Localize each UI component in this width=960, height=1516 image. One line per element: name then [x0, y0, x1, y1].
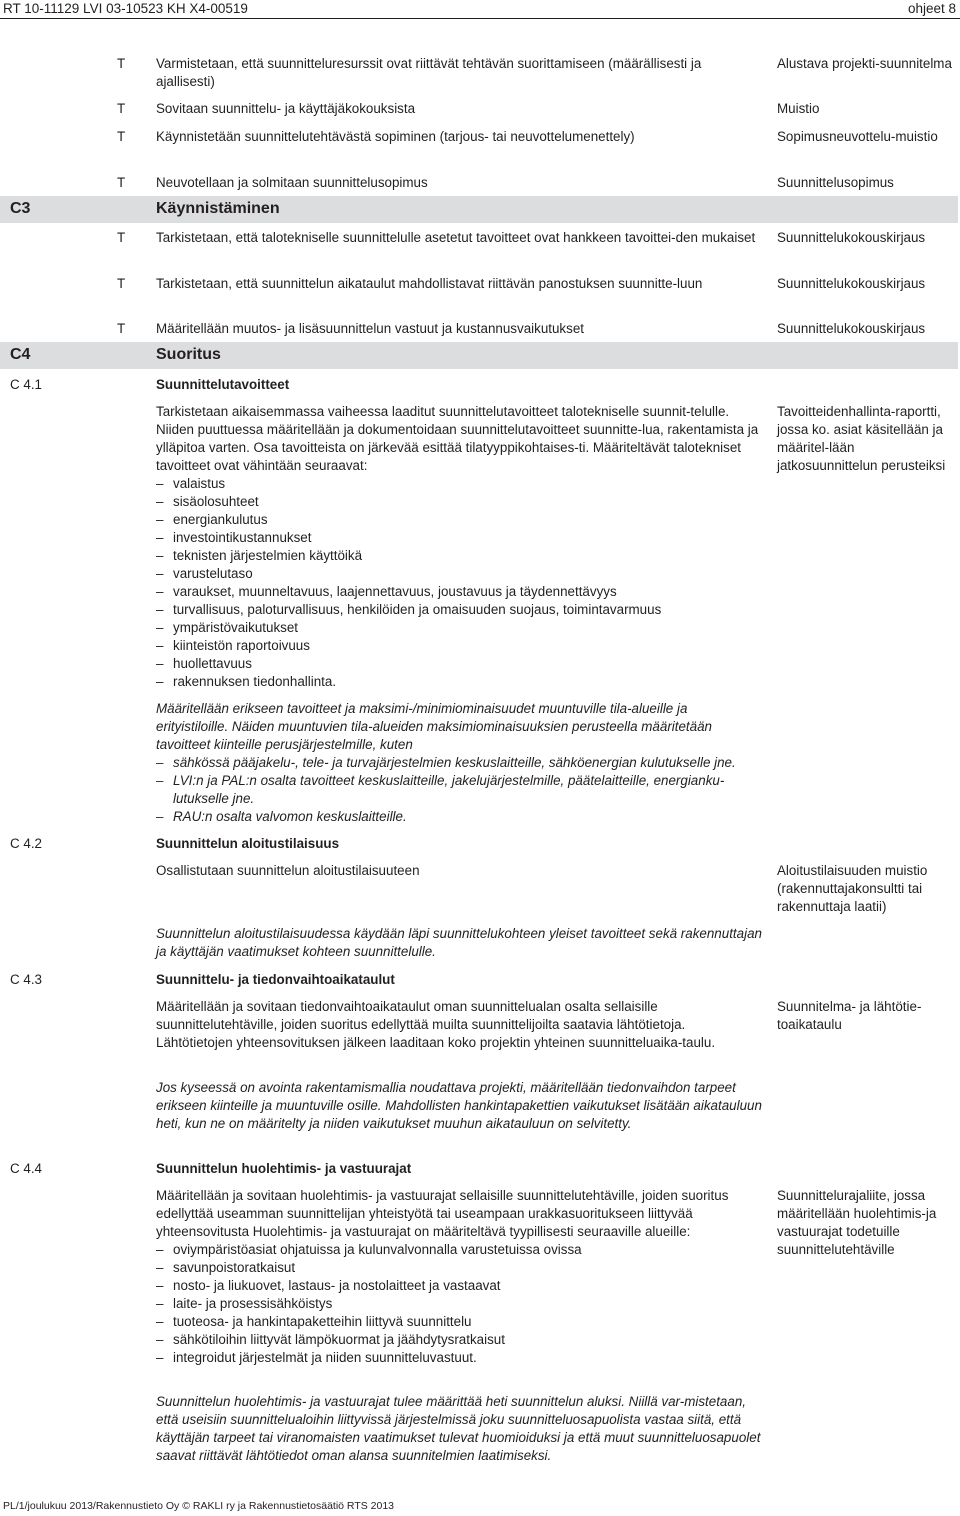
list-item: – integroidut järjestelmät ja niiden suunnitteluvastuut. — [156, 1349, 762, 1367]
c43-italic: Jos kyseessä on avointa rakentamismallia noudattava projekti, määritellään tiedonvaihdon tarpeet erikseen kiinteille ja muuntuville osille. Mahdollisten hankintapakettien vaikutukset lisätään aikatauluun heti, kun ne on määritelty ja niiden vaikutukset muuhun aikatauluun on selvitetty. — [156, 1080, 762, 1131]
row-text: Tarkistetaan, että talotekniselle suunnittelulle asetetut tavoitteet ovat hankkeen tavoittei-den mukaiset — [156, 230, 756, 245]
list-item: – ympäristövaikutukset — [156, 619, 762, 637]
list-item: – valaistus — [156, 475, 762, 493]
row-doc: Suunnittelusopimus — [777, 175, 894, 190]
c41-goal-list — [156, 475, 762, 691]
row-marker: T — [117, 321, 126, 336]
c41-italic-intro: Määritellään erikseen tavoitteet ja maksimi-/minimiominaisuudet muuntuville tila-alueille ja erityistiloille. Näiden muuntuvien tila-alueiden maksimiominaisuuksien perusteella määritetään tavoitteet kiinteille perusjärjestelmille, kuten — [156, 701, 712, 752]
list-item: – kiinteistön raportoivuus — [156, 637, 762, 655]
c43-text: Määritellään ja sovitaan tiedonvaihtoaikataulut oman suunnittelualan osalta sellaisille suunnittelutehtäville, joiden suoritus edellyttää muilta suunnittelijoilta saatavia lähtötietoja. Lähtötietojen yhteensovituksen jälkeen laaditaan koko projektin yhteinen suunnitteluaika-taulu. — [156, 999, 716, 1050]
section-code: C3 — [10, 200, 31, 217]
list-item: – sisäolosuhteet — [156, 493, 762, 511]
c41-content — [156, 403, 762, 691]
c44-text: Määritellään ja sovitaan huolehtimis- ja vastuurajat sellaisille suunnittelutehtäville, joiden suoritus edellyttää useamman suunnittelijan yhteistyötä tai useampaan urakkasuoritukseen liittyvää yhteensovitusta Huolehtimis- ja vastuurajat on määriteltävä tyypillisesti seuraaville alueille: — [156, 1188, 729, 1239]
section-code: C4 — [10, 346, 31, 363]
subsection-code: C 4.1 — [10, 377, 43, 392]
subsection-code: C 4.2 — [10, 836, 43, 851]
list-item: – turvallisuus, paloturvallisuus, henkilöiden ja omaisuuden suojaus, toimintavarmuus — [156, 601, 762, 619]
list-item: – varustelutaso — [156, 565, 762, 583]
c44-area-list — [156, 1241, 762, 1367]
row-doc: Sopimusneuvottelu-muistio — [777, 129, 938, 144]
row-marker: T — [117, 175, 126, 190]
row-text: Käynnistetään suunnittelutehtävästä sopiminen (tarjous- tai neuvottelumenettely) — [156, 129, 635, 144]
c42-text: Osallistutaan suunnittelun aloitustilaisuuteen — [156, 863, 420, 878]
list-item: – varaukset, muunneltavuus, laajennettavuus, joustavuus ja täydennettävyys — [156, 583, 762, 601]
list-item: – laite- ja prosessisähköistys — [156, 1295, 762, 1313]
list-item: – nosto- ja liukuovet, lastaus- ja nostolaitteet ja vastaavat — [156, 1277, 762, 1295]
row-doc: Alustava projekti-suunnitelma — [777, 56, 952, 71]
c44-side-doc: Suunnittelurajaliite, jossa määritellään huolehtimis-ja vastuurajat todetuille suunnittelutehtäville — [777, 1188, 937, 1257]
header-page: ohjeet 8 — [907, 1, 956, 16]
row-doc: Suunnittelukokouskirjaus — [777, 230, 926, 245]
row-text: Neuvotellaan ja solmitaan suunnittelusopimus — [156, 175, 428, 190]
c42-italic: Suunnittelun aloitustilaisuudessa käydään läpi suunnittelukohteen yleiset tavoitteet sekä rakennuttajan ja käyttäjän vaatimukset kohteen suunnittelulle. — [156, 926, 762, 959]
list-item: – huollettavuus — [156, 655, 762, 673]
section-title: Käynnistäminen — [156, 200, 280, 217]
section-title: Suoritus — [156, 346, 221, 363]
list-item: – sähkötiloihin liittyvät lämpökuormat ja jäähdytysratkaisut — [156, 1331, 762, 1349]
c44-italic: Suunnittelun huolehtimis- ja vastuurajat tulee määrittää heti suunnittelun aluksi. Niillä var-mistetaan, että useisiin suunnittelualoihin liittyvissä järjestelmissä joku suunnitteluosapuolista vastaa siitä, että käyttäjän tarpeet tai viranomaisten vaatimukset tulevat huomioiduksi ja että muut suunnitteluosapuolet saavat riittävät lähtötiedot oman alansa suunnitelmien laatimiseksi. — [156, 1394, 761, 1463]
row-marker: T — [117, 129, 126, 144]
c41-side-doc: Tavoitteidenhallinta-raportti, jossa ko. asiat käsitellään ja määritel-lään jatkosuunnittelun perusteiksi — [777, 404, 946, 473]
list-item: – savunpoistoratkaisut — [156, 1259, 762, 1277]
section-band-c4 — [0, 342, 958, 369]
list-item: – investointikustannukset — [156, 529, 762, 547]
c44-content — [156, 1187, 762, 1367]
row-marker: T — [117, 230, 126, 245]
row-text: Määritellään muutos- ja lisäsuunnittelun vastuut ja kustannusvaikutukset — [156, 321, 584, 336]
list-item: – sähkössä pääjakelu-, tele- ja turvajärjestelmien keskuslaitteille, sähköenergian kulutukselle jne. — [156, 754, 762, 772]
page-header — [0, 0, 960, 19]
c41-italic-list — [156, 754, 762, 826]
list-item: – teknisten järjestelmien käyttöikä — [156, 547, 762, 565]
row-doc: Suunnittelukokouskirjaus — [777, 321, 926, 336]
row-doc: Suunnittelukokouskirjaus — [777, 276, 926, 291]
list-item: – RAU:n osalta valvomon keskuslaitteille. — [156, 808, 762, 826]
c41-intro: Tarkistetaan aikaisemmassa vaiheessa laaditut suunnittelutavoitteet talotekniselle suunnit-telulle. Niiden puuttuessa määritellään ja dokumentoidaan suunnittelutavoitteet suunnitte-lua, rakentamista ja ylläpitoa varten. Osa tavoitteista on järkevää esittää tilatyyppikohtaises-ti. Määriteltävät talotekniset tavoitteet ovat vähintään seuraavat: — [156, 404, 759, 473]
row-marker: T — [117, 276, 126, 291]
c43-side-doc: Suunnitelma- ja lähtötie-toaikataulu — [777, 999, 922, 1032]
c41-italic-block — [156, 700, 762, 826]
section-band-c3 — [0, 196, 958, 223]
subsection-title: Suunnittelun aloitustilaisuus — [156, 836, 340, 851]
row-text: Tarkistetaan, että suunnittelun aikataulut mahdollistavat riittävän panostuksen suunnitte-luun — [156, 276, 703, 291]
page-footer: PL/1/joulukuu 2013/Rakennustieto Oy © RAKLI ry ja Rakennustietosäätiö RTS 2013 — [3, 1500, 395, 1512]
header-codes: RT 10-11129 LVI 03-10523 KH X4-00519 — [3, 1, 248, 16]
subsection-code: C 4.4 — [10, 1161, 43, 1176]
subsection-code: C 4.3 — [10, 972, 43, 987]
row-text: Sovitaan suunnittelu- ja käyttäjäkokouksista — [156, 101, 416, 116]
list-item: – oviympäristöasiat ohjatuissa ja kulunvalvonnalla varustetuissa ovissa — [156, 1241, 762, 1259]
subsection-title: Suunnittelu- ja tiedonvaihtoaikataulut — [156, 972, 395, 987]
c42-side-doc: Aloitustilaisuuden muistio (rakennuttajakonsultti tai rakennuttaja laatii) — [777, 863, 928, 914]
row-marker: T — [117, 56, 126, 71]
row-doc: Muistio — [777, 101, 820, 116]
list-item: – LVI:n ja PAL:n osalta tavoitteet keskuslaitteille, jakelujärjestelmille, päätelaitteille, energianku-lutukselle jne. — [156, 772, 762, 808]
row-marker: T — [117, 101, 126, 116]
list-item: – rakennuksen tiedonhallinta. — [156, 673, 762, 691]
list-item: – tuoteosa- ja hankintapaketteihin liittyvä suunnittelu — [156, 1313, 762, 1331]
subsection-title: Suunnittelutavoitteet — [156, 377, 290, 392]
row-text: Varmistetaan, että suunnitteluresurssit ovat riittävät tehtävän suorittamiseen (määrällisesti ja ajallisesti) — [156, 56, 702, 89]
subsection-title: Suunnittelun huolehtimis- ja vastuurajat — [156, 1161, 412, 1176]
list-item: – energiankulutus — [156, 511, 762, 529]
